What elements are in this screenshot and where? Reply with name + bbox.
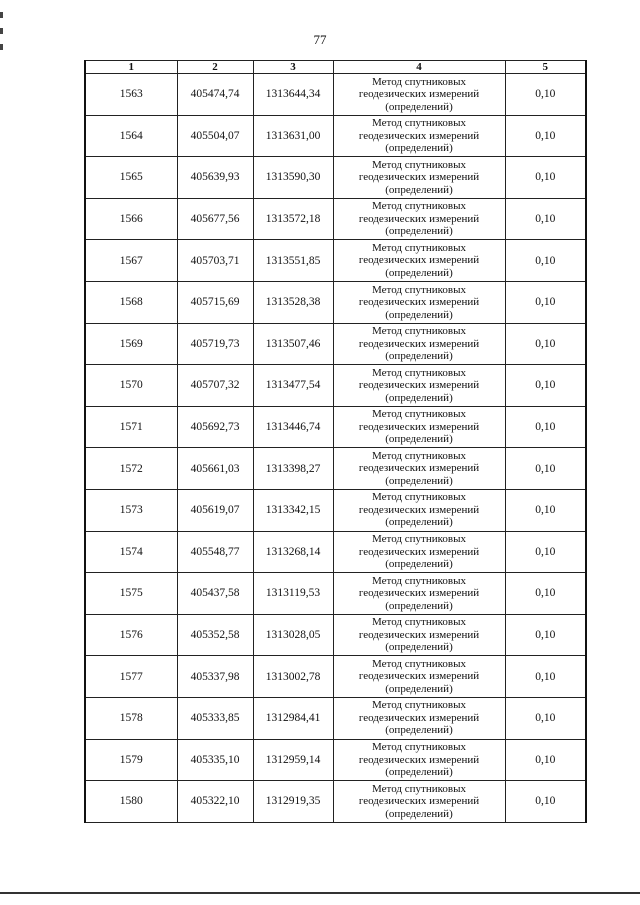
method-line: Метод спутниковых: [372, 408, 466, 421]
coord-x-cell: 405703,71: [177, 240, 253, 282]
precision-cell: 0,10: [505, 531, 586, 573]
coord-y-cell: 1313002,78: [253, 656, 333, 698]
table-row: [85, 406, 586, 448]
method-line: (определений): [385, 641, 453, 654]
precision-cell: 0,10: [505, 573, 586, 615]
coord-y-cell: 1313631,00: [253, 115, 333, 157]
header-col-4: 4: [333, 61, 505, 74]
coord-y-cell: 1313268,14: [253, 531, 333, 573]
method-line: Метод спутниковых: [372, 616, 466, 629]
table-row: [85, 781, 586, 823]
method-line: геодезических измерений: [358, 545, 480, 558]
method-line: геодезических измерений: [358, 503, 480, 516]
method-line: Метод спутниковых: [372, 325, 466, 338]
coord-x-cell: 405548,77: [177, 531, 253, 573]
coord-y-cell: 1313119,53: [253, 573, 333, 615]
method-line: геодезических измерений: [358, 254, 480, 267]
table-row: [85, 365, 586, 407]
method-line: геодезических измерений: [358, 628, 480, 641]
method-cell: [333, 406, 505, 448]
coord-x-cell: 405504,07: [177, 115, 253, 157]
table-row: [85, 323, 586, 365]
precision-cell: 0,10: [505, 489, 586, 531]
method-line: Метод спутниковых: [372, 117, 466, 130]
point-number-cell: 1576: [85, 614, 177, 656]
method-cell: [333, 614, 505, 656]
table-row: [85, 448, 586, 490]
coord-x-cell: 405474,74: [177, 74, 253, 116]
coord-x-cell: 405437,58: [177, 573, 253, 615]
coord-x-cell: 405333,85: [177, 697, 253, 739]
method-line: (определений): [385, 599, 453, 612]
method-cell: [333, 697, 505, 739]
precision-cell: 0,10: [505, 240, 586, 282]
method-line: Метод спутниковых: [372, 366, 466, 379]
method-line: геодезических измерений: [358, 296, 480, 309]
coord-y-cell: 1313644,34: [253, 74, 333, 116]
method-line: (определений): [385, 183, 453, 196]
table-row: [85, 198, 586, 240]
method-line: Метод спутниковых: [372, 782, 466, 795]
point-number-cell: 1565: [85, 157, 177, 199]
point-number-cell: 1568: [85, 281, 177, 323]
point-number-cell: 1574: [85, 531, 177, 573]
point-number-cell: 1573: [85, 489, 177, 531]
method-line: геодезических измерений: [358, 753, 480, 766]
method-line: геодезических измерений: [358, 711, 480, 724]
point-number-cell: 1572: [85, 448, 177, 490]
coord-x-cell: 405619,07: [177, 489, 253, 531]
method-line: (определений): [385, 266, 453, 279]
header-col-3: 3: [253, 61, 333, 74]
table-row: [85, 573, 586, 615]
method-line: (определений): [385, 142, 453, 155]
precision-cell: 0,10: [505, 365, 586, 407]
method-line: геодезических измерений: [358, 587, 480, 600]
method-cell: [333, 573, 505, 615]
method-line: геодезических измерений: [358, 337, 480, 350]
point-number-cell: 1566: [85, 198, 177, 240]
table-row: [85, 115, 586, 157]
precision-cell: 0,10: [505, 614, 586, 656]
method-line: (определений): [385, 724, 453, 737]
method-line: Метод спутниковых: [372, 574, 466, 587]
coord-x-cell: 405335,10: [177, 739, 253, 781]
method-cell: [333, 74, 505, 116]
coord-x-cell: 405322,10: [177, 781, 253, 823]
point-number-cell: 1575: [85, 573, 177, 615]
method-line: (определений): [385, 100, 453, 113]
method-cell: [333, 489, 505, 531]
coord-x-cell: 405719,73: [177, 323, 253, 365]
coord-y-cell: 1313572,18: [253, 198, 333, 240]
table-row: [85, 614, 586, 656]
method-line: (определений): [385, 766, 453, 779]
method-cell: [333, 656, 505, 698]
table-row: [85, 281, 586, 323]
method-cell: [333, 157, 505, 199]
point-number-cell: 1579: [85, 739, 177, 781]
page-number: 77: [313, 32, 327, 47]
method-cell: [333, 531, 505, 573]
precision-cell: 0,10: [505, 739, 586, 781]
table-row: [85, 656, 586, 698]
method-line: геодезических измерений: [358, 88, 480, 101]
method-line: геодезических измерений: [358, 379, 480, 392]
scan-edge-marks: [0, 0, 4, 60]
table-header-row: [85, 61, 586, 74]
point-number-cell: 1563: [85, 74, 177, 116]
coord-y-cell: 1312959,14: [253, 739, 333, 781]
method-line: (определений): [385, 516, 453, 529]
coord-x-cell: 405715,69: [177, 281, 253, 323]
method-cell: [333, 198, 505, 240]
table-row: [85, 697, 586, 739]
coord-x-cell: 405661,03: [177, 448, 253, 490]
method-line: Метод спутниковых: [372, 283, 466, 296]
precision-cell: 0,10: [505, 74, 586, 116]
method-line: (определений): [385, 350, 453, 363]
coord-x-cell: 405707,32: [177, 365, 253, 407]
method-line: (определений): [385, 391, 453, 404]
method-line: (определений): [385, 558, 453, 571]
coord-y-cell: 1313028,05: [253, 614, 333, 656]
table-body: [85, 74, 586, 823]
coord-y-cell: 1313477,54: [253, 365, 333, 407]
method-cell: [333, 365, 505, 407]
method-line: (определений): [385, 308, 453, 321]
point-number-cell: 1567: [85, 240, 177, 282]
method-line: геодезических измерений: [358, 212, 480, 225]
method-line: геодезических измерений: [358, 129, 480, 142]
coord-x-cell: 405677,56: [177, 198, 253, 240]
coord-y-cell: 1313398,27: [253, 448, 333, 490]
precision-cell: 0,10: [505, 656, 586, 698]
coord-x-cell: 405337,98: [177, 656, 253, 698]
coord-y-cell: 1313507,46: [253, 323, 333, 365]
coord-y-cell: 1313446,74: [253, 406, 333, 448]
method-line: (определений): [385, 807, 453, 820]
method-line: геодезических измерений: [358, 795, 480, 808]
method-line: Метод спутниковых: [372, 657, 466, 670]
method-line: (определений): [385, 682, 453, 695]
table-row: [85, 240, 586, 282]
method-line: Метод спутниковых: [372, 699, 466, 712]
header-col-1: 1: [85, 61, 177, 74]
method-line: геодезических измерений: [358, 462, 480, 475]
method-cell: [333, 240, 505, 282]
method-line: Метод спутниковых: [372, 241, 466, 254]
precision-cell: 0,10: [505, 157, 586, 199]
method-cell: [333, 739, 505, 781]
coord-x-cell: 405639,93: [177, 157, 253, 199]
point-number-cell: 1578: [85, 697, 177, 739]
table-row: [85, 489, 586, 531]
point-number-cell: 1571: [85, 406, 177, 448]
table-row: [85, 739, 586, 781]
coord-x-cell: 405692,73: [177, 406, 253, 448]
method-line: Метод спутниковых: [372, 741, 466, 754]
method-line: геодезических измерений: [358, 171, 480, 184]
method-cell: [333, 281, 505, 323]
coord-y-cell: 1313551,85: [253, 240, 333, 282]
coord-y-cell: 1312919,35: [253, 781, 333, 823]
coord-y-cell: 1313342,15: [253, 489, 333, 531]
coord-y-cell: 1313590,30: [253, 157, 333, 199]
precision-cell: 0,10: [505, 198, 586, 240]
header-col-2: 2: [177, 61, 253, 74]
method-line: (определений): [385, 433, 453, 446]
method-line: Метод спутниковых: [372, 75, 466, 88]
precision-cell: 0,10: [505, 697, 586, 739]
coordinates-table: [84, 60, 587, 823]
precision-cell: 0,10: [505, 406, 586, 448]
coord-y-cell: 1313528,38: [253, 281, 333, 323]
method-cell: [333, 323, 505, 365]
bottom-rule: [0, 892, 640, 894]
precision-cell: 0,10: [505, 448, 586, 490]
method-line: Метод спутниковых: [372, 491, 466, 504]
precision-cell: 0,10: [505, 115, 586, 157]
method-line: (определений): [385, 474, 453, 487]
method-line: Метод спутниковых: [372, 533, 466, 546]
point-number-cell: 1569: [85, 323, 177, 365]
method-cell: [333, 448, 505, 490]
point-number-cell: 1564: [85, 115, 177, 157]
table-row: [85, 157, 586, 199]
method-line: Метод спутниковых: [372, 158, 466, 171]
precision-cell: 0,10: [505, 323, 586, 365]
coord-y-cell: 1312984,41: [253, 697, 333, 739]
precision-cell: 0,10: [505, 781, 586, 823]
point-number-cell: 1570: [85, 365, 177, 407]
header-col-5: 5: [505, 61, 586, 74]
method-line: геодезических измерений: [358, 670, 480, 683]
method-line: Метод спутниковых: [372, 200, 466, 213]
point-number-cell: 1580: [85, 781, 177, 823]
coord-x-cell: 405352,58: [177, 614, 253, 656]
table-row: [85, 74, 586, 116]
table-row: [85, 531, 586, 573]
point-number-cell: 1577: [85, 656, 177, 698]
method-cell: [333, 781, 505, 823]
method-line: геодезических измерений: [358, 420, 480, 433]
method-line: Метод спутниковых: [372, 449, 466, 462]
precision-cell: 0,10: [505, 281, 586, 323]
method-cell: [333, 115, 505, 157]
method-line: (определений): [385, 225, 453, 238]
